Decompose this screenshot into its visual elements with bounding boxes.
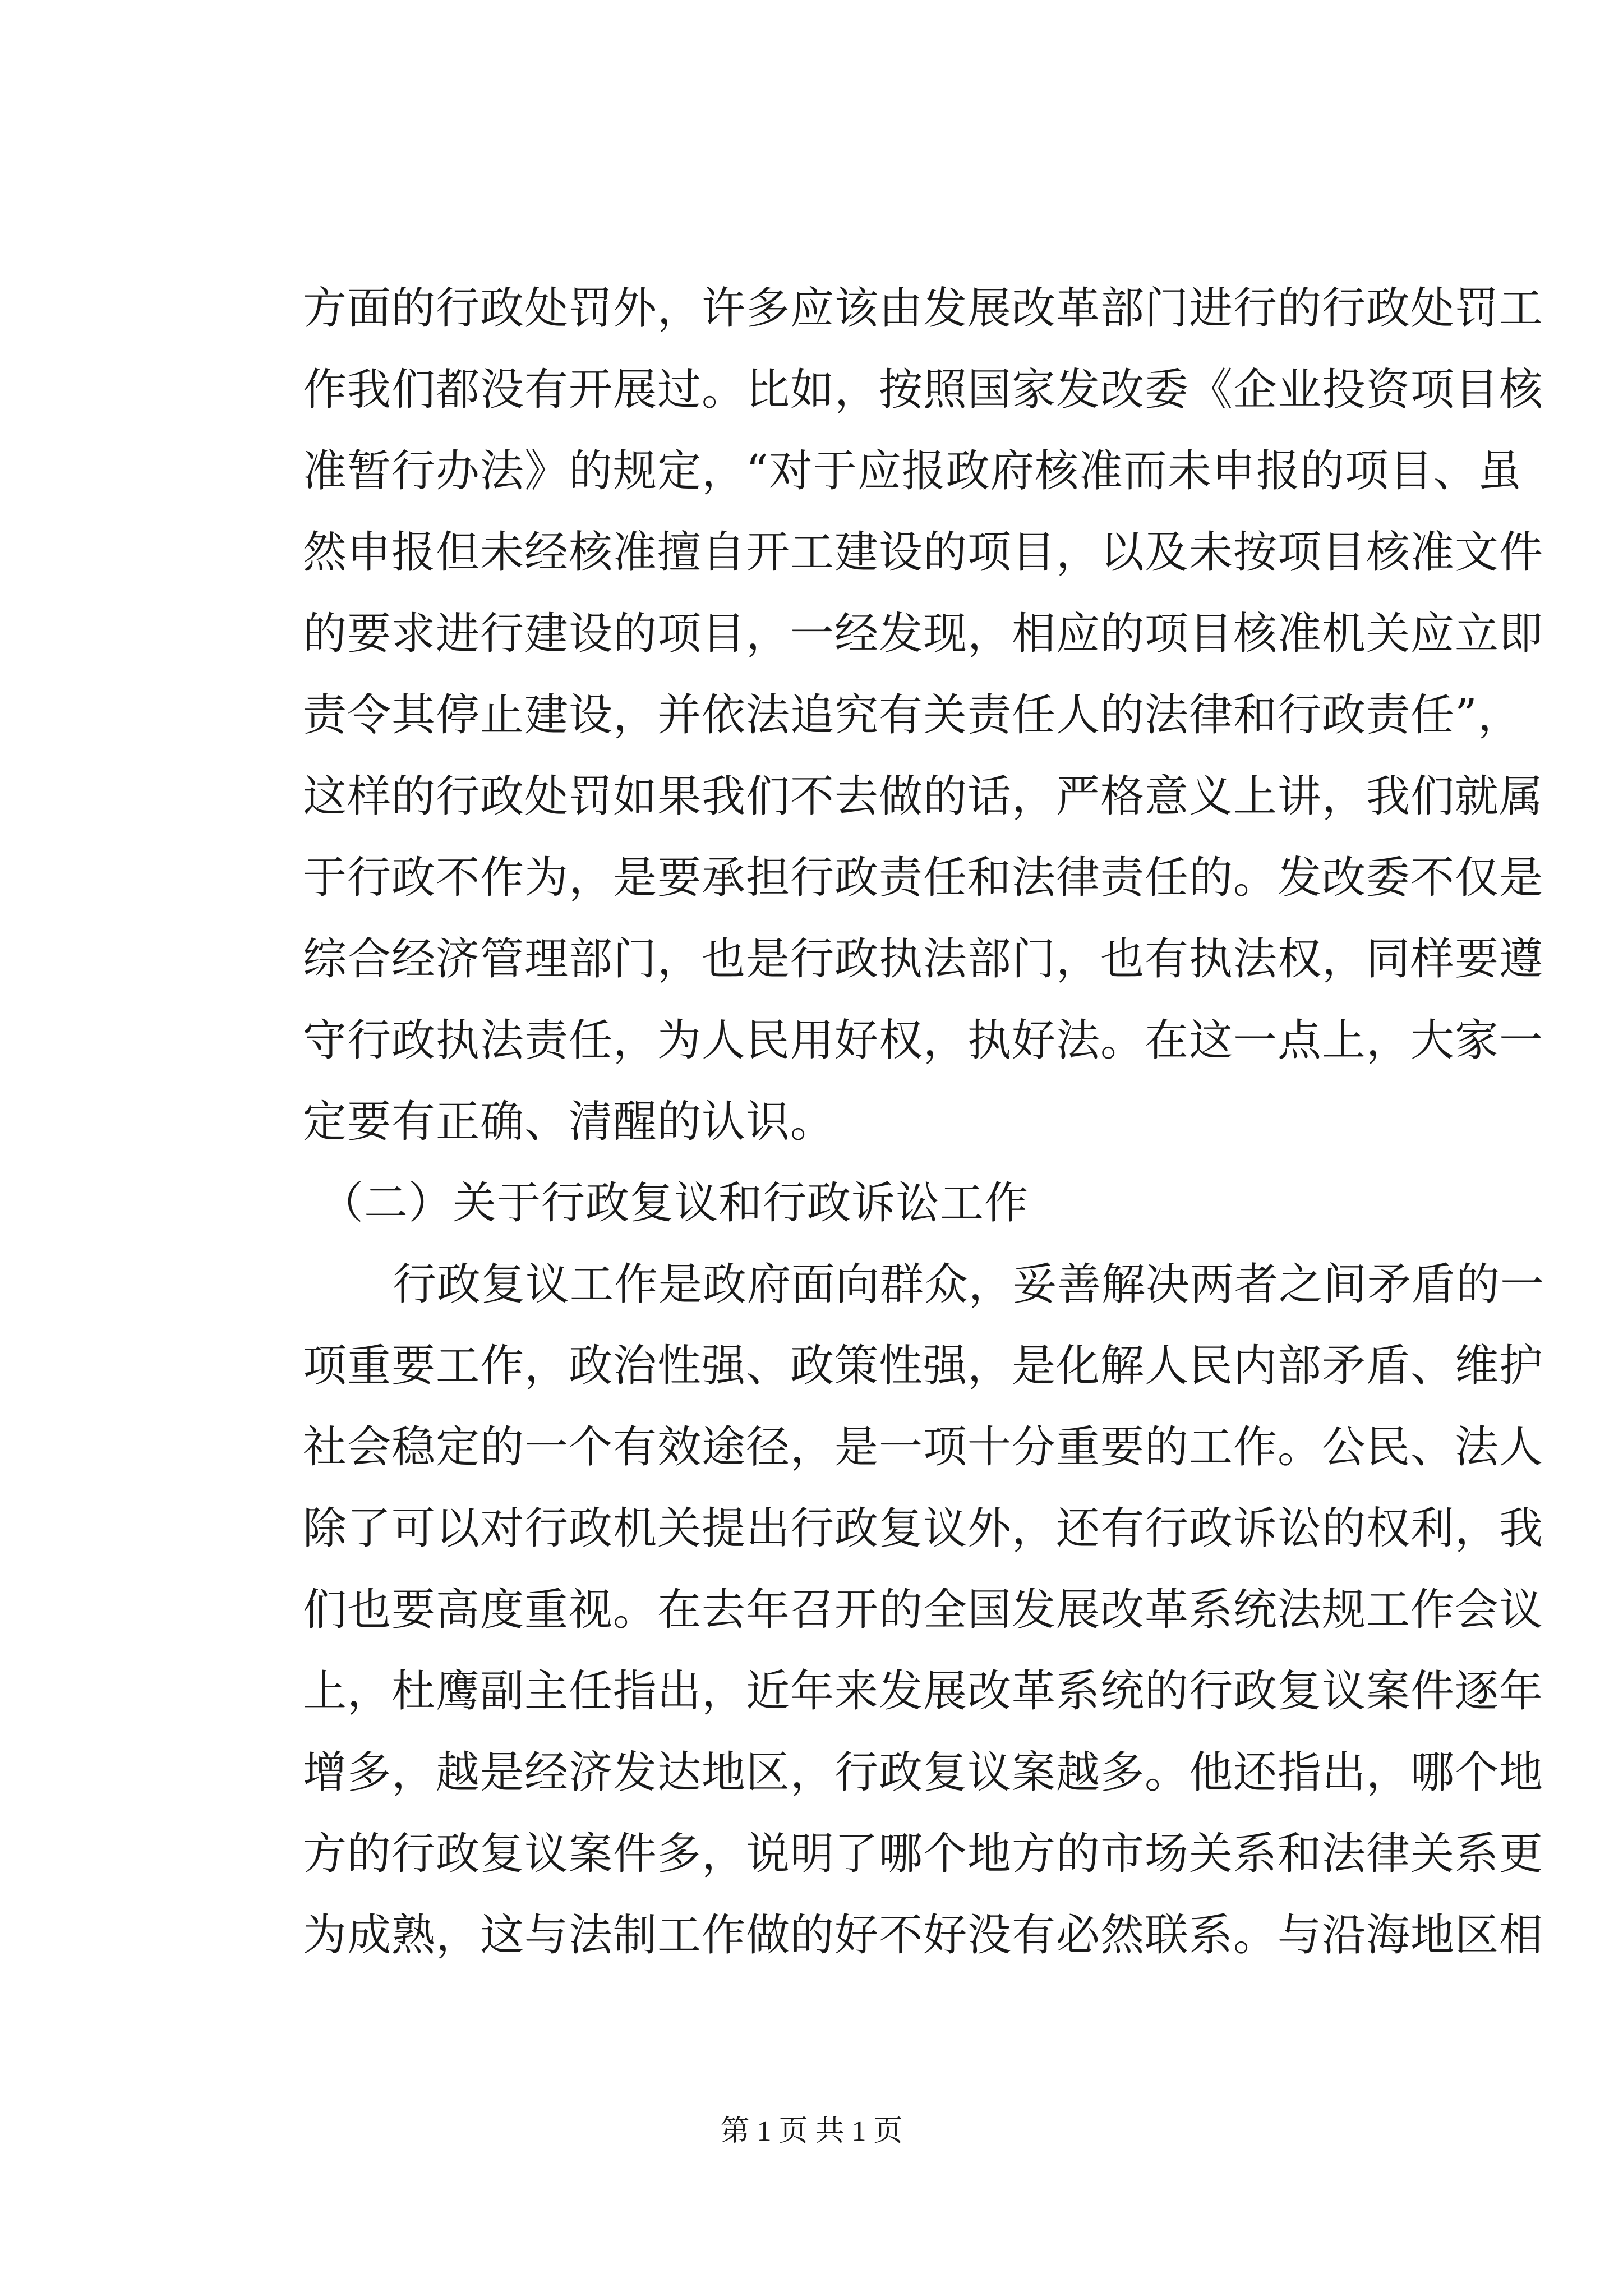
paragraph-1-line-9: 综合经济管理部门，也是行政执法部门，也有执法权，同样要遵 <box>303 934 1544 984</box>
paragraph-2-line-8: 方的行政复议案件多，说明了哪个地方的市场关系和法律关系更 <box>303 1829 1544 1879</box>
paragraph-1-line-8: 于行政不作为，是要承担行政责任和法律责任的。发改委不仅是 <box>303 853 1544 903</box>
paragraph-1-line-6: 责令其停止建设，并依法追究有关责任人的法律和行政责任”， <box>303 690 1522 740</box>
paragraph-2-line-1: 行政复议工作是政府面向群众，妥善解决两者之间矛盾的一 <box>393 1259 1545 1310</box>
paragraph-2-line-9: 为成熟，这与法制工作做的好不好没有必然联系。与沿海地区相 <box>303 1910 1544 1961</box>
paragraph-1-line-4: 然申报但未经核准擅自开工建设的项目，以及未按项目核准文件 <box>303 527 1544 578</box>
paragraph-1-line-1: 方面的行政处罚外，许多应该由发展改革部门进行的行政处罚工 <box>303 283 1544 334</box>
paragraph-1-line-7: 这样的行政处罚如果我们不去做的话，严格意义上讲，我们就属 <box>303 771 1544 822</box>
paragraph-2-line-2: 项重要工作，政治性强、政策性强，是化解人民内部矛盾、维护 <box>303 1341 1544 1391</box>
paragraph-1-line-3: 准暂行办法》的规定，“对于应报政府核准而未申报的项目、虽 <box>303 446 1522 496</box>
paragraph-2-line-5: 们也要高度重视。在去年召开的全国发展改革系统法规工作会议 <box>303 1585 1544 1635</box>
paragraph-1-line-10: 守行政执法责任，为人民用好权，执好法。在这一点上，大家一 <box>303 1015 1544 1066</box>
page-number-footer: 第 1 页 共 1 页 <box>720 2115 903 2147</box>
paragraph-2-line-4: 除了可以对行政机关提出行政复议外，还有行政诉讼的权利，我 <box>303 1503 1544 1554</box>
section-heading: （二）关于行政复议和行政诉讼工作 <box>320 1178 1029 1228</box>
paragraph-2-line-3: 社会稳定的一个有效途径，是一项十分重要的工作。公民、法人 <box>303 1422 1544 1473</box>
paragraph-1-line-5: 的要求进行建设的项目，一经发现，相应的项目核准机关应立即 <box>303 609 1544 659</box>
paragraph-2-line-7: 增多，越是经济发达地区，行政复议案越多。他还指出，哪个地 <box>303 1747 1544 1798</box>
paragraph-1-line-2: 作我们都没有开展过。比如，按照国家发改委《企业投资项目核 <box>303 365 1544 415</box>
paragraph-1-line-11: 定要有正确、清醒的认识。 <box>303 1097 835 1147</box>
paragraph-2-line-6: 上，杜鹰副主任指出，近年来发展改革系统的行政复议案件逐年 <box>303 1666 1544 1717</box>
